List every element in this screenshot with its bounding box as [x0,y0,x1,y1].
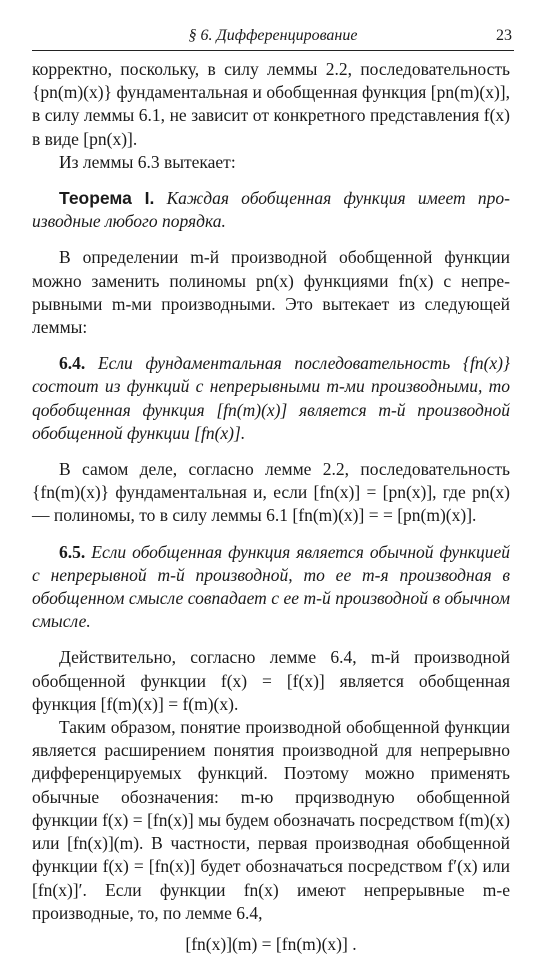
lemma-6-4-label: 6.4. [59,353,86,374]
lemma-6-5-label: 6.5. [59,541,86,562]
lemma-6-5 [32,541,510,634]
paragraph-lemma-ref: Из леммы 6.3 вытекает: [59,151,236,172]
running-header [32,26,514,51]
paragraph-definition: В определении m-й производной обобщенной функции можно заменить полиномы pn(x) функциями fn(x) с непрерывными m-ми производными. Это вытекает из следующей леммы: [32,247,510,338]
display-formula: [fn(x)](m) = [fn(m)(x)] . [185,933,357,954]
theorem-label: Теорема I. [59,188,155,209]
paragraph-indeed: Действительно, согласно лемме 6.4, m-й производной обобщенной функции f(x) = [f(x)] является обобщенная функция [f(m)(x)] = f(m)(x). [32,647,510,714]
lemma-6-5-text: Если обобщенная функция является обычной функцией с непрерывной m-й производной, то ее m-я производная в обобщенном смысле совпадает с ее m-й производной в обычном смысле. [32,541,511,632]
paragraph-continuation: корректно, поскольку, в силу леммы 2.2, последовательность {pn(m)(x)} фундаментальная и обобщенная функция [pn(m)(x)], в силу леммы 6.1, не зависит от конкретного представления f(x) в виде [pn(x)]. [32,59,510,149]
running-title: § 6. Дифференцирование [188,27,358,44]
paragraph-proof: В самом деле, согласно лемме 2.2, последовательность {fn(m)(x)} фундаментальная и, если [fn(x)] = [pn(x)], где pn(x) — полиномы, то в силу леммы 6.1 [fn(m)(x)] = = [pn(m)(x)]. [32,459,510,526]
lemma-6-4 [32,352,510,445]
page-number: 23 [496,27,512,44]
theorem-1 [32,187,510,233]
lemma-6-4-text: Если фундаментальная последовательность {fn(x)} состоит из функций с непрерывными m-ми производными, то qобобщенная функция [fn(m)(x)] является m-й производной обобщенной функции [fn(x)]. [32,353,510,443]
page-body [32,58,510,956]
paragraph-conclusion: Таким образом, понятие производной обобщенной функции является расширением понятия производной для непрерывно дифференцируемых функций. Поэтому можно применять обычные обозначения: m-ю прqизводную обобщенной функции f(x) = [fn(x)] мы будем обозначать посредством f(m)(x) или [fn(x)](m). В частности, первая производная обобщенной функции f(x) = [fn(x)] будет обозначаться посредством f′(x) или [fn(x)]′. Если функции fn(x) имеют непрерывные m-е производные, то, по лемме 6.4, [32,717,510,923]
theorem-text: Каждая обобщенная функция имеет производные любого порядка. [32,188,510,232]
